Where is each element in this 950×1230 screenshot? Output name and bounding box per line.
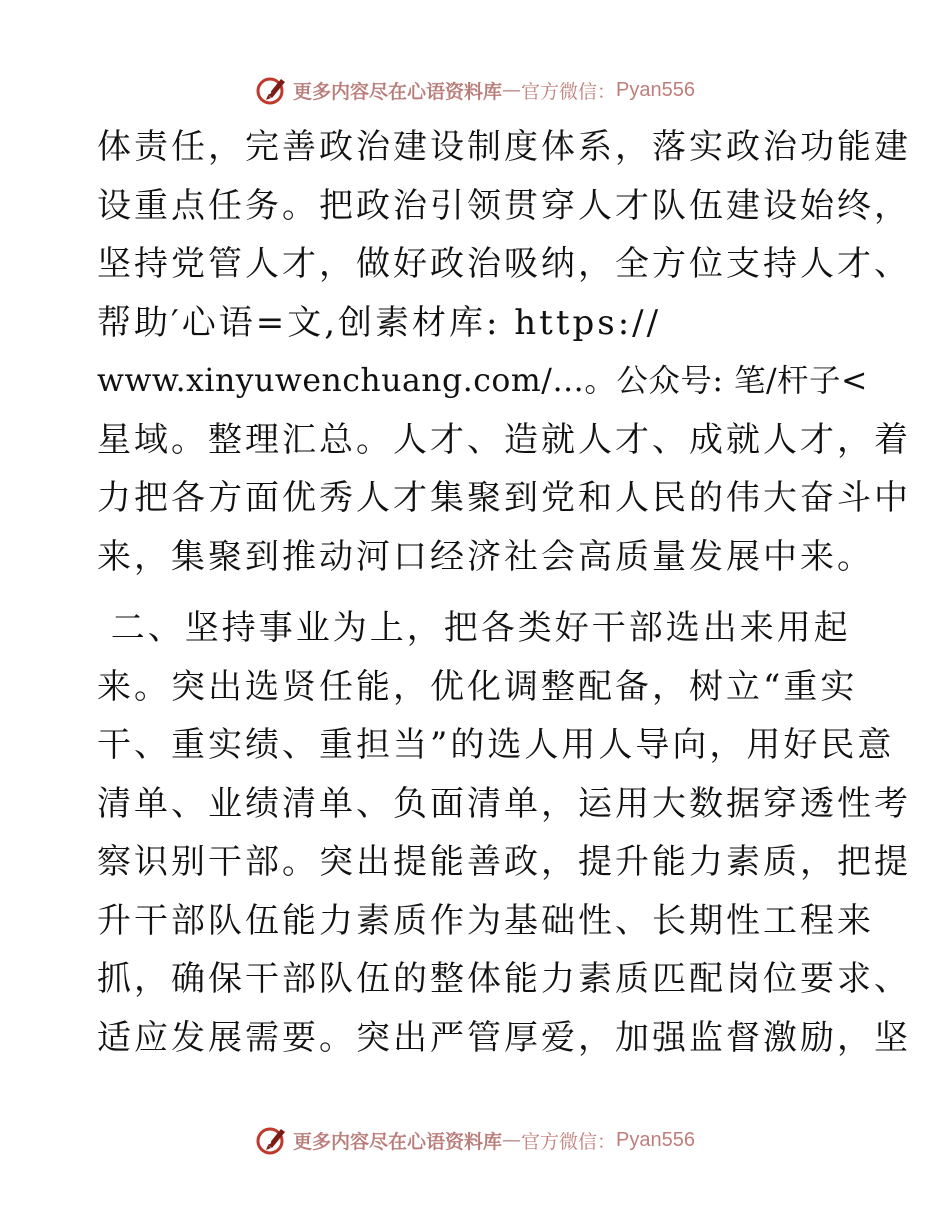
text-line: 星域。整理汇总。人才、造就人才、成就人才，着 xyxy=(97,419,911,460)
text-line: 抓，确保干部队伍的整体能力素质匹配岗位要求、 xyxy=(97,959,911,999)
banner-dash: — xyxy=(502,79,522,101)
footer-banner xyxy=(0,1120,950,1160)
paragraph-2 xyxy=(97,599,911,1067)
text-line: 帮助′心语=文,创素材库: https:// xyxy=(97,302,662,343)
banner-wechat-label: 官方微信： xyxy=(521,80,617,103)
banner-main-text: 更多内容尽在心语资料库 xyxy=(293,1130,503,1153)
paragraph-spacer xyxy=(97,586,867,599)
text-line: 设重点任务。把政治引领贯穿人才队伍建设始终， xyxy=(97,185,911,226)
header-banner xyxy=(0,70,950,110)
text-line: 来，集聚到推动河口经济社会高质量发展中来。 xyxy=(97,536,874,577)
paragraph-1 xyxy=(97,118,911,586)
text-line: 干、重实绩、重担当”的选人用人导向，用好民意 xyxy=(97,725,895,765)
pen-nib-icon xyxy=(255,1123,289,1157)
banner-wechat-handle: Pyan556 xyxy=(616,78,695,101)
text-line: 坚持党管人才，做好政治吸纳，全方位支持人才、 xyxy=(97,244,911,284)
document-body xyxy=(97,118,911,1067)
text-line: 力把各方面优秀人才集聚到党和人民的伟大奋斗中 xyxy=(97,478,911,518)
text-line: 察识别干部。突出提能善政，提升能力素质，把提 xyxy=(97,842,911,882)
text-line: 体责任，完善政治建设制度体系，落实政治功能建 xyxy=(97,127,911,167)
text-line: 清单、业绩清单、负面清单，运用大数据穿透性考 xyxy=(97,783,911,824)
banner-dash: — xyxy=(502,1129,522,1151)
text-line: 适应发展需要。突出严管厚爱，加强监督激励，坚 xyxy=(97,1017,911,1058)
banner-wechat-label: 官方微信： xyxy=(521,1130,617,1153)
banner-main-text: 更多内容尽在心语资料库 xyxy=(293,80,503,103)
pen-nib-icon xyxy=(255,73,289,107)
text-line: 升干部队伍能力素质作为基础性、长期性工程来 xyxy=(97,900,874,941)
banner-wechat-handle: Pyan556 xyxy=(616,1128,695,1151)
section-heading-line: 二、坚持事业为上，把各类好干部选出来用起 xyxy=(97,608,851,648)
text-line: 来。突出选贤任能，优化调整配备，树立“重实 xyxy=(97,666,858,707)
text-line: www.xinyuwenchuang.com/…。公众号: 笔/杆子< xyxy=(97,363,868,399)
